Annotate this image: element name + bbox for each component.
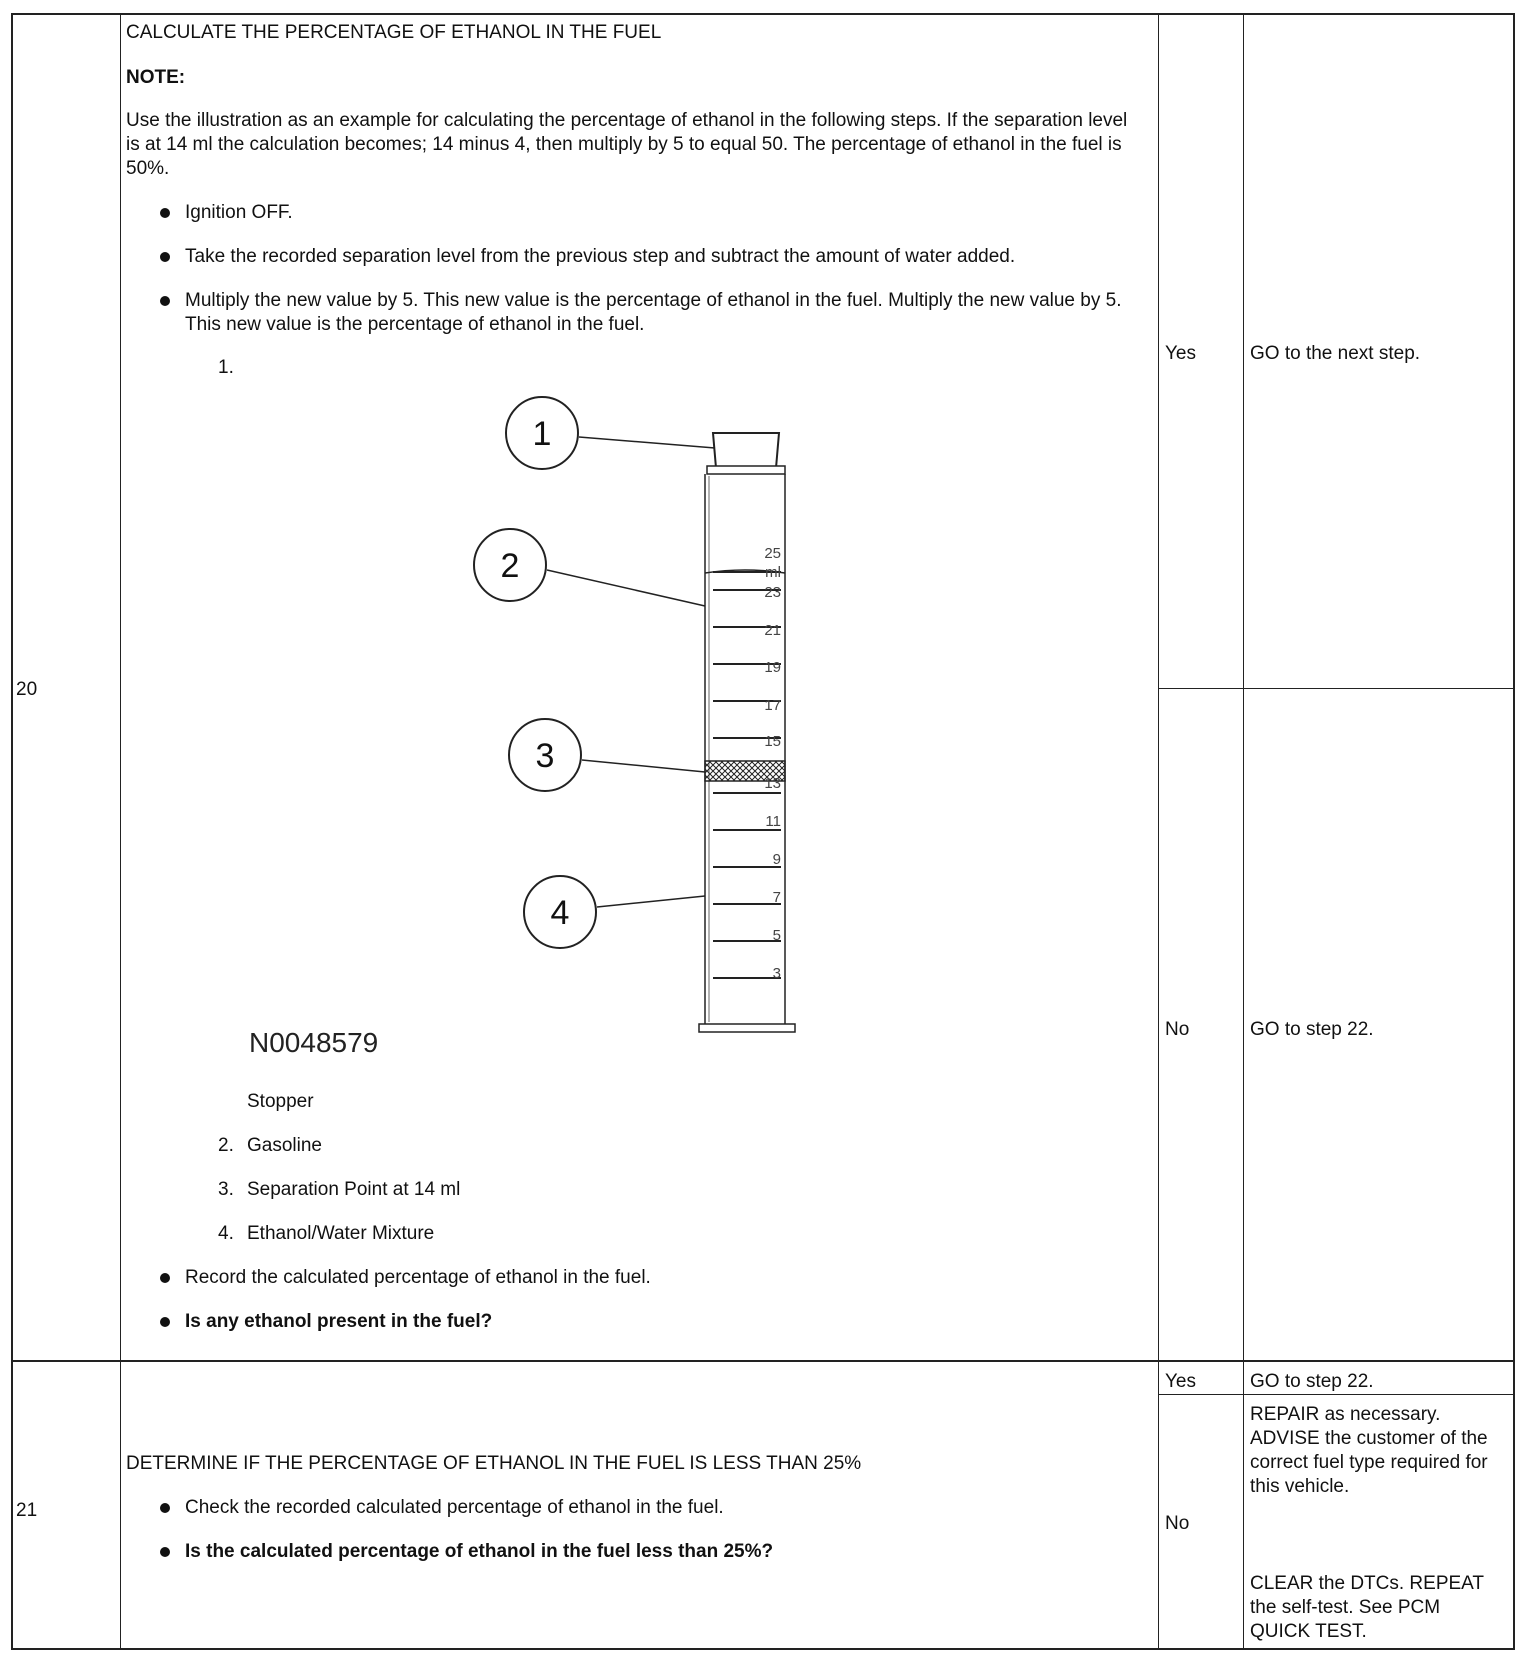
bullet-check-percentage: Check the recorded calculated percentage of ethanol in the fuel.	[185, 1497, 724, 1518]
bullet-icon	[160, 296, 170, 306]
scale-label: 23	[764, 584, 781, 601]
scale-label: 21	[764, 622, 781, 639]
step-title-21: DETERMINE IF THE PERCENTAGE OF ETHANOL IN THE FUEL IS LESS THAN 25%	[126, 1453, 862, 1474]
figure-id: N0048579	[249, 1027, 379, 1058]
col-divider-result	[1243, 13, 1244, 1650]
row-divider-step21-yes-header	[1158, 1394, 1514, 1395]
legend-4-number: 4.	[218, 1223, 234, 1244]
step21-yes-action: GO to step 22.	[1250, 1371, 1374, 1392]
legend-3-number: 3.	[218, 1179, 234, 1200]
note-text: Use the illustration as an example for calculating the percentage of ethanol in the following steps. If the separation level is at 14 ml the calculation becomes; 14 minus 4, then multiply by 5 to equal 50. The percentage of ethanol in the fuel is 50%.	[126, 110, 1128, 179]
callout-3: 3	[535, 737, 555, 775]
scale-label: 11	[765, 813, 781, 830]
callout-4: 4	[550, 894, 570, 932]
scale-label: ml	[765, 564, 781, 581]
step20-yes-label: Yes	[1165, 343, 1196, 364]
bullet-icon	[160, 252, 170, 262]
note-label: NOTE:	[126, 67, 186, 88]
bullet-record-percentage: Record the calculated percentage of ethanol in the fuel.	[185, 1267, 651, 1288]
step21-no-label: No	[1165, 1513, 1190, 1534]
col-divider-action	[1158, 13, 1159, 1650]
bullet-ignition-off: Ignition OFF.	[185, 202, 293, 223]
legend-2-number: 2.	[218, 1135, 234, 1156]
scale-label: 17	[764, 697, 781, 714]
legend-3-label: Separation Point at 14 ml	[247, 1179, 461, 1200]
scale-label: 25	[764, 545, 781, 562]
scale-label: 13	[764, 775, 781, 792]
step21-no-action-repair: REPAIR as necessary. ADVISE the customer of the correct fuel type required for this vehicle.	[1250, 1404, 1488, 1497]
scale-label: 15	[764, 733, 781, 750]
scale-label: 9	[772, 851, 781, 868]
bullet-icon	[160, 208, 170, 218]
bullet-subtract-water: Take the recorded separation level from the previous step and subtract the amount of water added.	[185, 246, 1016, 267]
step21-no-action-clear: CLEAR the DTCs. REPEAT the self-test. See PCM QUICK TEST.	[1250, 1573, 1484, 1642]
step-number-21: 21	[16, 1500, 38, 1521]
step-title-20: CALCULATE THE PERCENTAGE OF ETHANOL IN THE FUEL	[126, 22, 662, 43]
step20-no-action: GO to step 22.	[1250, 1019, 1374, 1040]
callout-1: 1	[532, 415, 552, 453]
bullet-icon	[160, 1273, 170, 1283]
bullet-icon	[160, 1317, 170, 1327]
scale-label: 3	[772, 965, 781, 982]
step21-yes-label: Yes	[1165, 1371, 1196, 1392]
graduated-cylinder-figure	[230, 390, 830, 1080]
scale-label: 19	[764, 659, 781, 676]
list-number-1: 1.	[218, 357, 234, 378]
bullet-multiply-by-5: Multiply the new value by 5. This new value is the percentage of ethanol in the fuel. Multiply the new value by 5. This new value is the percentage of ethanol in the fuel.	[185, 290, 1122, 335]
step20-no-label: No	[1165, 1019, 1190, 1040]
scale-label: 7	[772, 889, 781, 906]
col-divider-number	[120, 13, 121, 1650]
bullet-icon	[160, 1503, 170, 1513]
legend-4-label: Ethanol/Water Mixture	[247, 1223, 435, 1244]
bullet-icon	[160, 1547, 170, 1557]
row-divider-step20-21	[11, 1360, 1515, 1362]
legend-2-label: Gasoline	[247, 1135, 322, 1156]
scale-label: 5	[772, 927, 781, 944]
step20-question: Is any ethanol present in the fuel?	[185, 1311, 493, 1332]
step20-yes-action: GO to the next step.	[1250, 343, 1421, 364]
row-divider-step20-yes-no	[1158, 688, 1514, 689]
callout-2: 2	[500, 547, 520, 585]
step21-question: Is the calculated percentage of ethanol in the fuel less than 25%?	[185, 1541, 774, 1562]
step-number-20: 20	[16, 679, 38, 700]
legend-1-label: Stopper	[247, 1091, 314, 1112]
